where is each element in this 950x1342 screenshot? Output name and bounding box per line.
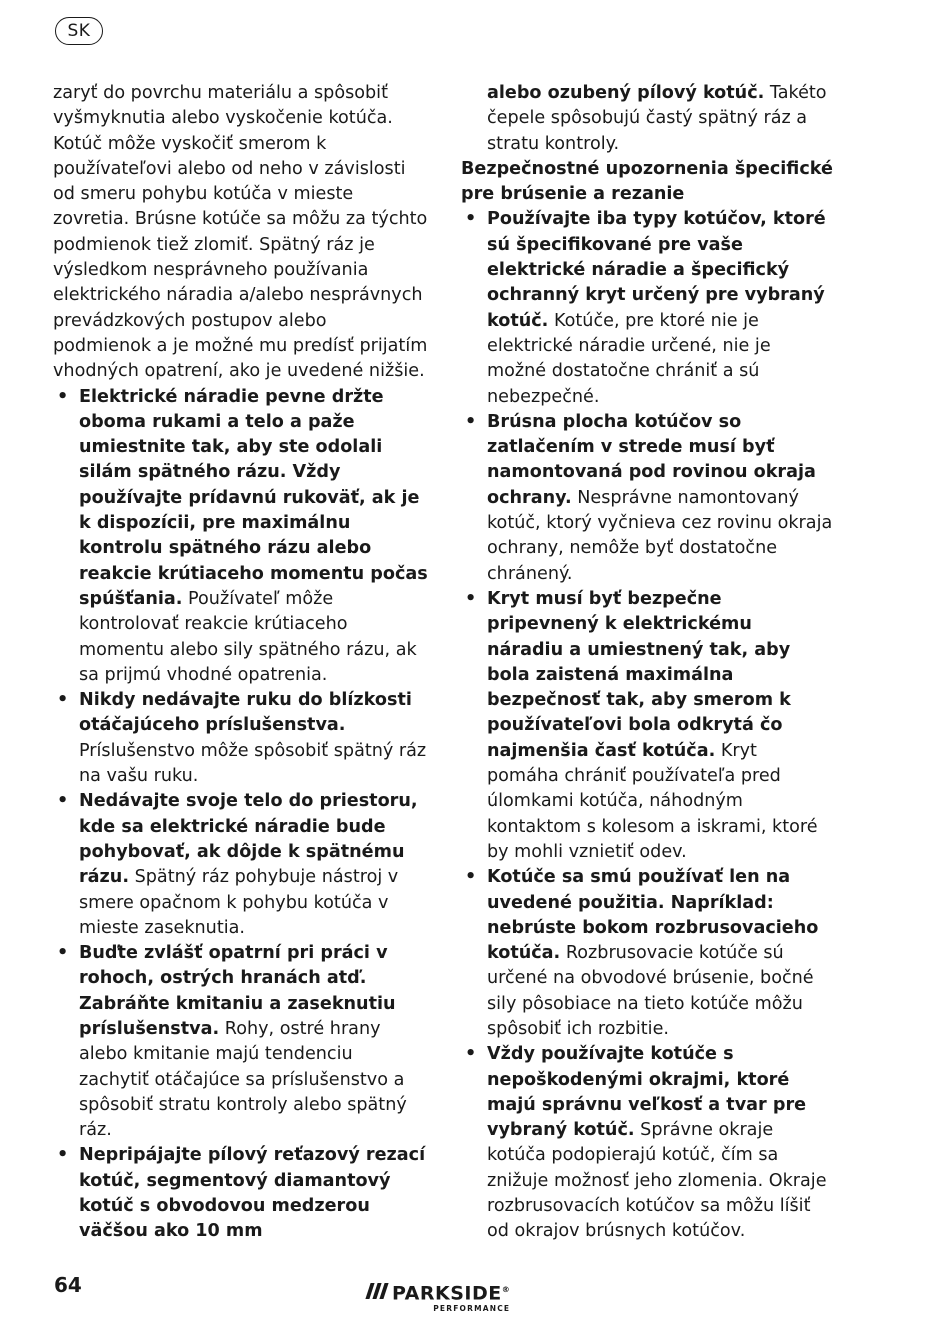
item-lead: Elektrické náradie pevne držte oboma rukami a telo a paže umiestnite tak, aby ste odolali silám spätného rázu. Vždy používajte prídavnú rukoväť, ak je k dispozícii, pre maximálnu kontrolu spätného rázu alebo reakcie krútiaceho momentu počas spúšťania. [79,386,428,609]
item-text: Nesprávne namontovaný kotúč, ktorý vyčnieva cez rovinu okraja ochrany, nemôže byť dostatočne chránený. [487,487,833,584]
list-item [461,587,833,865]
item-text: Spätný ráz pohybuje nástroj v smere opačnom k pohybu kotúča v mieste zaseknutia. [79,867,399,938]
item-text: Kotúče, pre ktoré nie je elektrické náradie určené, nie je možné dostatočne chrániť a sú nebezpečné. [487,310,771,407]
item-text: Kryt pomáha chrániť používateľa pred úlomkami kotúča, náhodným kontaktom s kolesom a iskrami, ktoré by mohli vznietiť odev. [487,740,818,862]
list-item [53,1143,428,1244]
item-text: Používateľ môže kontrolovať reakcie krútiaceho momentu alebo sily spätného rázu, ak sa prijmú vhodné opatrenia. [79,588,417,685]
item-lead: Kotúče sa smú používať len na uvedené použitia. Napríklad: nebrúste bokom rozbrusovacieho kotúča. [487,867,819,964]
page-number: 64 [54,1273,82,1297]
right-safety-list [461,207,833,1244]
item-text: Rohy, ostré hrany alebo kmitanie majú tendenciu zachytiť otáčajúce sa príslušenstvo a spôsobiť stratu kontroly alebo spätný ráz. [79,1018,407,1141]
language-code: SK [67,21,91,41]
list-item [53,789,428,941]
item-lead: Nepripájajte pílový reťazový rezací kotúč, segmentový diamantový kotúč s obvodovou medzerou väčšou ako 10 mm [79,1145,426,1242]
brand-name: PARKSIDE® [392,1282,511,1305]
list-item [461,1042,833,1244]
registered-mark: ® [501,1285,511,1294]
list-item [461,207,833,409]
item-lead: Kryt musí byť bezpečne pripevnený k elektrickému náradiu a umiestnený tak, aby bola zaistená maximálna bezpečnosť tak, aby smerom k používateľovi bola odkrytá čo najmenšia časť kotúča. [487,588,791,761]
item-text: Príslušenstvo môže spôsobiť spätný ráz na vašu ruku. [79,740,427,787]
item-lead: Nedávajte svoje telo do priestoru, kde sa elektrické náradie bude pohybovať, ak dôjde k spätnému rázu. [79,791,418,888]
logo-stripes-icon [368,1283,386,1299]
left-column [53,81,428,1245]
section-heading: Bezpečnostné upozornenia špecifické pre brúsenie a rezanie [461,158,833,205]
item-text: Správne okraje kotúča podopierajú kotúč, čím sa znižuje možnosť jeho zlomenia. Okraje rozbrusovacích kotúčov sa môžu líšiť od okrajov brúsnych kotúčov. [487,1120,827,1242]
item-lead: Nikdy nedávajte ruku do blízkosti otáčajúceho príslušenstva. [79,690,412,736]
list-item [461,865,833,1042]
item-lead: Buďte zvlášť opatrní pri práci v rohoch, ostrých hranách atď. Zabráňte kmitaniu a zaseknutiu príslušenstva. [79,943,396,1039]
item-lead: Vždy používajte kotúče s nepoškodenými okrajmi, ktoré majú správnu veľkosť a tvar pre vybraný kotúč. [487,1044,807,1141]
item-lead: Brúsna plocha kotúčov so zatlačením v strede musí byť namontovaná pod rovinou okraja ochrany. [487,411,816,508]
right-column [461,81,833,1245]
intro-paragraph: zaryť do povrchu materiálu a spôsobiť vyšmyknutia alebo vyskočenie kotúča. Kotúč môže vyskočiť smerom k používateľovi alebo od neho v závislosti od smeru pohybu kotúča v mieste zovretia. Brúsne kotúče sa môžu za týchto podmienok tiež zlomiť. Spätný ráz je výsledkom nesprávneho používania elektrického náradia a/alebo nesprávnych prevádzkových postupov alebo podmienok a je možné mu predísť prijatím vhodných opatrení, ako je uvedené nižšie. [53,83,428,382]
list-item [53,385,428,689]
item-text: Rozbrusovacie kotúče sú určené na obvodové brúsenie, bočné sily pôsobiace na tieto kotúče môžu spôsobiť ich rozbitie. [487,943,814,1039]
continued-item [461,81,833,157]
language-badge [55,17,103,45]
list-item [53,688,428,789]
list-item [461,410,833,587]
left-safety-list [53,385,428,1245]
item-lead: Používajte iba typy kotúčov, ktoré sú špecifikované pre vaše elektrické náradie a špecifický ochranný kryt určený pre vybraný kotúč. [487,209,826,331]
continued-item-text: Takéto čepele spôsobujú častý spätný ráz a stratu kontroly. [487,83,827,154]
list-item [53,941,428,1143]
continued-item-lead: alebo ozubený pílový kotúč. [487,83,765,103]
parkside-logo [368,1280,510,1313]
brand-subline: PERFORMANCE [433,1304,511,1314]
